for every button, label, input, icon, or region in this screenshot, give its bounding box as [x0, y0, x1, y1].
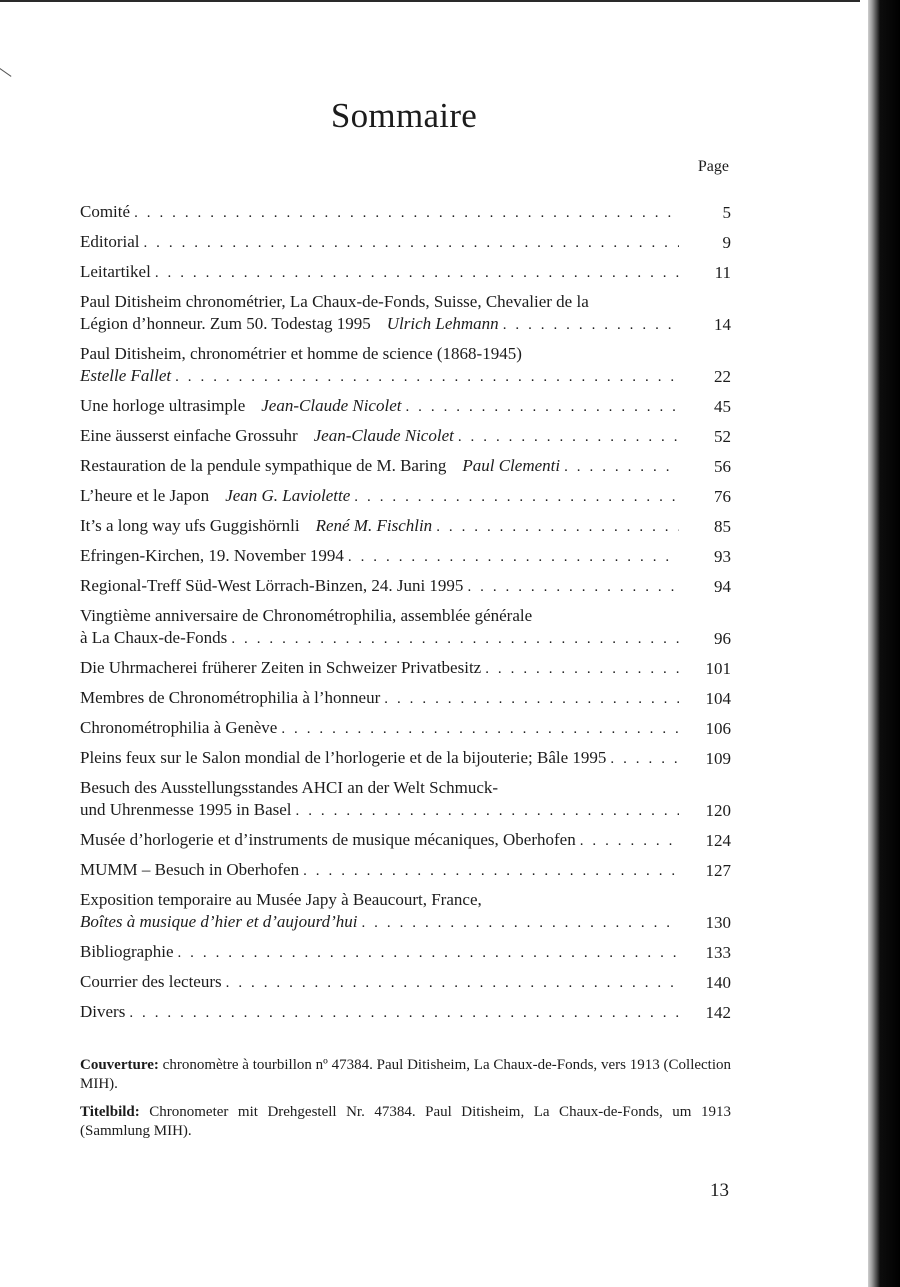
dot-leader: [348, 546, 679, 568]
toc-entry-page: 22: [714, 367, 731, 386]
toc-entry-leader-line: [80, 425, 679, 448]
toc-entry: [80, 657, 731, 680]
dot-leader: [467, 576, 679, 598]
toc-entry-title: Bibliographie: [80, 942, 174, 961]
toc-entry-page: 76: [714, 487, 731, 506]
dot-leader: [281, 718, 679, 740]
toc-entry-leader-line: [80, 971, 679, 994]
toc-entry-page: 109: [705, 749, 731, 768]
toc-entry-leader-line: [80, 717, 679, 740]
toc-entry-text: [80, 657, 679, 680]
dot-leader: [296, 800, 679, 822]
toc-entry: [80, 971, 731, 994]
toc-entry-title: à La Chaux-de-Fonds: [80, 628, 228, 647]
toc-entry-leader-line: [80, 1001, 679, 1024]
toc-entry-text: [80, 575, 679, 598]
toc-entry-author: Jean G. Laviolette: [225, 486, 351, 505]
dot-leader: [485, 658, 679, 680]
dot-leader: [361, 912, 679, 934]
caption-label: Titelbild:: [80, 1104, 140, 1120]
caption-couverture: [80, 1056, 731, 1094]
toc-entry-author: Paul Clementi: [462, 456, 561, 475]
toc-entry-page: 45: [714, 397, 731, 416]
toc-entry-text: [80, 545, 679, 568]
toc-entry-title: Pleins feux sur le Salon mondial de l’horlogerie et de la bijouterie; Bâle 1995: [80, 748, 607, 767]
toc-entry-text: [80, 1001, 679, 1024]
toc-entry-first-line: Besuch des Ausstellungsstandes AHCI an der Welt Schmuck-: [80, 778, 499, 797]
toc-entry-title: Comité: [80, 202, 131, 221]
toc-entry-author: Jean-Claude Nicolet: [313, 426, 454, 445]
toc-entry-leader-line: [80, 799, 679, 822]
toc-entry-leader-line: [80, 201, 679, 224]
toc-entry-leader-line: [80, 515, 679, 538]
toc-entry-text: [80, 687, 679, 710]
book-spine-shadow: [868, 0, 900, 1287]
toc-entry-text: [80, 485, 679, 508]
toc-entry: [80, 455, 731, 478]
toc-entry-page: 52: [714, 427, 731, 446]
dot-leader: [129, 1002, 679, 1024]
page-column-header: Page: [697, 158, 729, 175]
toc-entry: [80, 687, 731, 710]
toc-entry: [80, 777, 731, 822]
toc-entry-text: [80, 829, 679, 852]
toc-entry: [80, 231, 731, 254]
toc-entry-title: Musée d’horlogerie et d’instruments de musique mécaniques, Oberhofen: [80, 830, 576, 849]
table-of-contents: [80, 201, 731, 1031]
dot-leader: [303, 860, 679, 882]
toc-entry: [80, 829, 731, 852]
toc-entry-leader-line: [80, 231, 679, 254]
toc-entry-leader-line: [80, 261, 679, 284]
toc-entry: [80, 1001, 731, 1024]
toc-entry-first-line: Paul Ditisheim, chronométrier et homme de science (1868-1945): [80, 344, 522, 363]
toc-entry-page: 101: [705, 659, 731, 678]
toc-entry: [80, 545, 731, 568]
toc-entry-leader-line: [80, 313, 679, 336]
toc-entry-leader-line: [80, 941, 679, 964]
dot-leader: [175, 366, 679, 388]
toc-entry-page: 5: [722, 203, 731, 222]
toc-entry-title: Efringen-Kirchen, 19. November 1994: [80, 546, 344, 565]
toc-entry: [80, 889, 731, 934]
toc-entry-title: Courrier des lecteurs: [80, 972, 222, 991]
toc-entry-title: Membres de Chronométrophilia à l’honneur: [80, 688, 381, 707]
toc-entry-text: [80, 605, 679, 650]
dot-leader: [384, 688, 679, 710]
toc-entry-page: 124: [705, 831, 731, 850]
margin-mark: [0, 68, 11, 87]
page-top-edge: [0, 0, 860, 2]
caption-text: chronomètre à tourbillon nº 47384. Paul Ditisheim, La Chaux-de-Fonds, vers 1913 (Collection MIH).: [80, 1057, 732, 1092]
toc-entry-text: [80, 747, 679, 770]
toc-entry-leader-line: [80, 365, 679, 388]
toc-entry-title-italic: Boîtes à musique d’hier et d’aujourd’hui: [80, 912, 358, 931]
toc-entry-page: 14: [714, 315, 731, 334]
toc-entry-title: Légion d’honneur. Zum 50. Todestag 1995: [80, 314, 371, 333]
toc-entry-title: Chronométrophilia à Genève: [80, 718, 278, 737]
dot-leader: [436, 516, 679, 538]
toc-entry-title: MUMM – Besuch in Oberhofen: [80, 860, 300, 879]
dot-leader: [226, 972, 679, 994]
toc-entry-text: [80, 859, 679, 882]
toc-entry-title: Regional-Treff Süd-West Lörrach-Binzen, 24. Juni 1995: [80, 576, 464, 595]
toc-entry-leader-line: [80, 455, 679, 478]
toc-entry-text: [80, 971, 679, 994]
toc-entry: [80, 201, 731, 224]
toc-entry-text: [80, 889, 679, 934]
toc-entry-text: [80, 231, 679, 254]
toc-entry-title: Une horloge ultrasimple: [80, 396, 246, 415]
toc-entry-title: Die Uhrmacherei früherer Zeiten in Schweizer Privatbesitz: [80, 658, 482, 677]
toc-entry-text: [80, 941, 679, 964]
toc-entry-page: 56: [714, 457, 731, 476]
toc-entry: [80, 261, 731, 284]
toc-entry-title: Editorial: [80, 232, 140, 251]
page-title: Sommaire: [330, 96, 478, 135]
toc-entry-author: Jean-Claude Nicolet: [261, 396, 402, 415]
caption-label: Couverture:: [80, 1057, 159, 1073]
toc-entry-page: 96: [714, 629, 731, 648]
dot-leader: [155, 262, 679, 284]
toc-entry-text: [80, 455, 679, 478]
toc-entry-leader-line: [80, 395, 679, 418]
toc-entry-text: [80, 201, 679, 224]
page-number: 13: [710, 1180, 729, 1201]
toc-entry-author: René M. Fischlin: [315, 516, 433, 535]
toc-entry: [80, 343, 731, 388]
toc-entry-leader-line: [80, 859, 679, 882]
toc-entry-page: 127: [705, 861, 731, 880]
cover-captions: [80, 1056, 731, 1150]
toc-entry-leader-line: [80, 485, 679, 508]
toc-entry: [80, 291, 731, 336]
toc-entry-page: 93: [714, 547, 731, 566]
dot-leader: [580, 830, 679, 852]
toc-entry-first-line: Exposition temporaire au Musée Japy à Beaucourt, France,: [80, 890, 482, 909]
toc-entry-leader-line: [80, 657, 679, 680]
dot-leader: [134, 202, 679, 224]
dot-leader: [143, 232, 679, 254]
toc-entry-title: und Uhrenmesse 1995 in Basel: [80, 800, 292, 819]
toc-entry-text: [80, 425, 679, 448]
caption-text: Chronometer mit Drehgestell Nr. 47384. Paul Ditisheim, La Chaux-de-Fonds, um 1913 (Sammlung MIH).: [80, 1104, 731, 1139]
toc-entry-page: 94: [714, 577, 731, 596]
dot-leader: [610, 748, 679, 770]
toc-entry-title: L’heure et le Japon: [80, 486, 210, 505]
toc-entry-leader-line: [80, 829, 679, 852]
toc-entry-leader-line: [80, 575, 679, 598]
dot-leader: [231, 628, 679, 650]
toc-entry-text: [80, 717, 679, 740]
toc-entry: [80, 395, 731, 418]
dot-leader: [503, 314, 679, 336]
dot-leader: [405, 396, 679, 418]
toc-entry-text: [80, 515, 679, 538]
toc-entry-first-line: Vingtième anniversaire de Chronométrophilia, assemblée générale: [80, 606, 533, 625]
dot-leader: [458, 426, 679, 448]
toc-entry: [80, 717, 731, 740]
toc-entry-author: Estelle Fallet: [80, 366, 172, 385]
toc-entry-text: [80, 777, 679, 822]
toc-entry-page: 85: [714, 517, 731, 536]
toc-entry-title: Leitartikel: [80, 262, 151, 281]
toc-entry-author: Ulrich Lehmann: [386, 314, 499, 333]
toc-entry-page: 106: [705, 719, 731, 738]
caption-titelbild: [80, 1103, 731, 1141]
toc-entry: [80, 859, 731, 882]
toc-entry-page: 140: [705, 973, 731, 992]
dot-leader: [354, 486, 679, 508]
toc-entry-leader-line: [80, 747, 679, 770]
toc-entry: [80, 425, 731, 448]
toc-entry: [80, 747, 731, 770]
toc-entry-title: Restauration de la pendule sympathique de M. Baring: [80, 456, 447, 475]
toc-entry-page: 9: [722, 233, 731, 252]
toc-entry: [80, 605, 731, 650]
toc-entry-text: [80, 395, 679, 418]
toc-entry-leader-line: [80, 687, 679, 710]
toc-entry-page: 120: [705, 801, 731, 820]
toc-entry-leader-line: [80, 545, 679, 568]
dot-leader: [564, 456, 679, 478]
toc-entry-title: Eine äusserst einfache Grossuhr: [80, 426, 298, 445]
toc-entry-text: [80, 343, 679, 388]
toc-entry-page: 104: [705, 689, 731, 708]
toc-entry-page: 130: [705, 913, 731, 932]
toc-entry-text: [80, 261, 679, 284]
toc-entry-leader-line: [80, 627, 679, 650]
toc-entry: [80, 575, 731, 598]
toc-entry-page: 11: [714, 263, 731, 282]
toc-entry-first-line: Paul Ditisheim chronométrier, La Chaux-de-Fonds, Suisse, Chevalier de la: [80, 292, 589, 311]
toc-entry-text: [80, 291, 679, 336]
toc-entry-page: 142: [705, 1003, 731, 1022]
dot-leader: [177, 942, 679, 964]
toc-entry: [80, 515, 731, 538]
toc-entry-leader-line: [80, 911, 679, 934]
toc-entry: [80, 485, 731, 508]
toc-entry: [80, 941, 731, 964]
toc-entry-page: 133: [705, 943, 731, 962]
toc-entry-title: Divers: [80, 1002, 126, 1021]
toc-entry-title: It’s a long way ufs Guggishörnli: [80, 516, 300, 535]
